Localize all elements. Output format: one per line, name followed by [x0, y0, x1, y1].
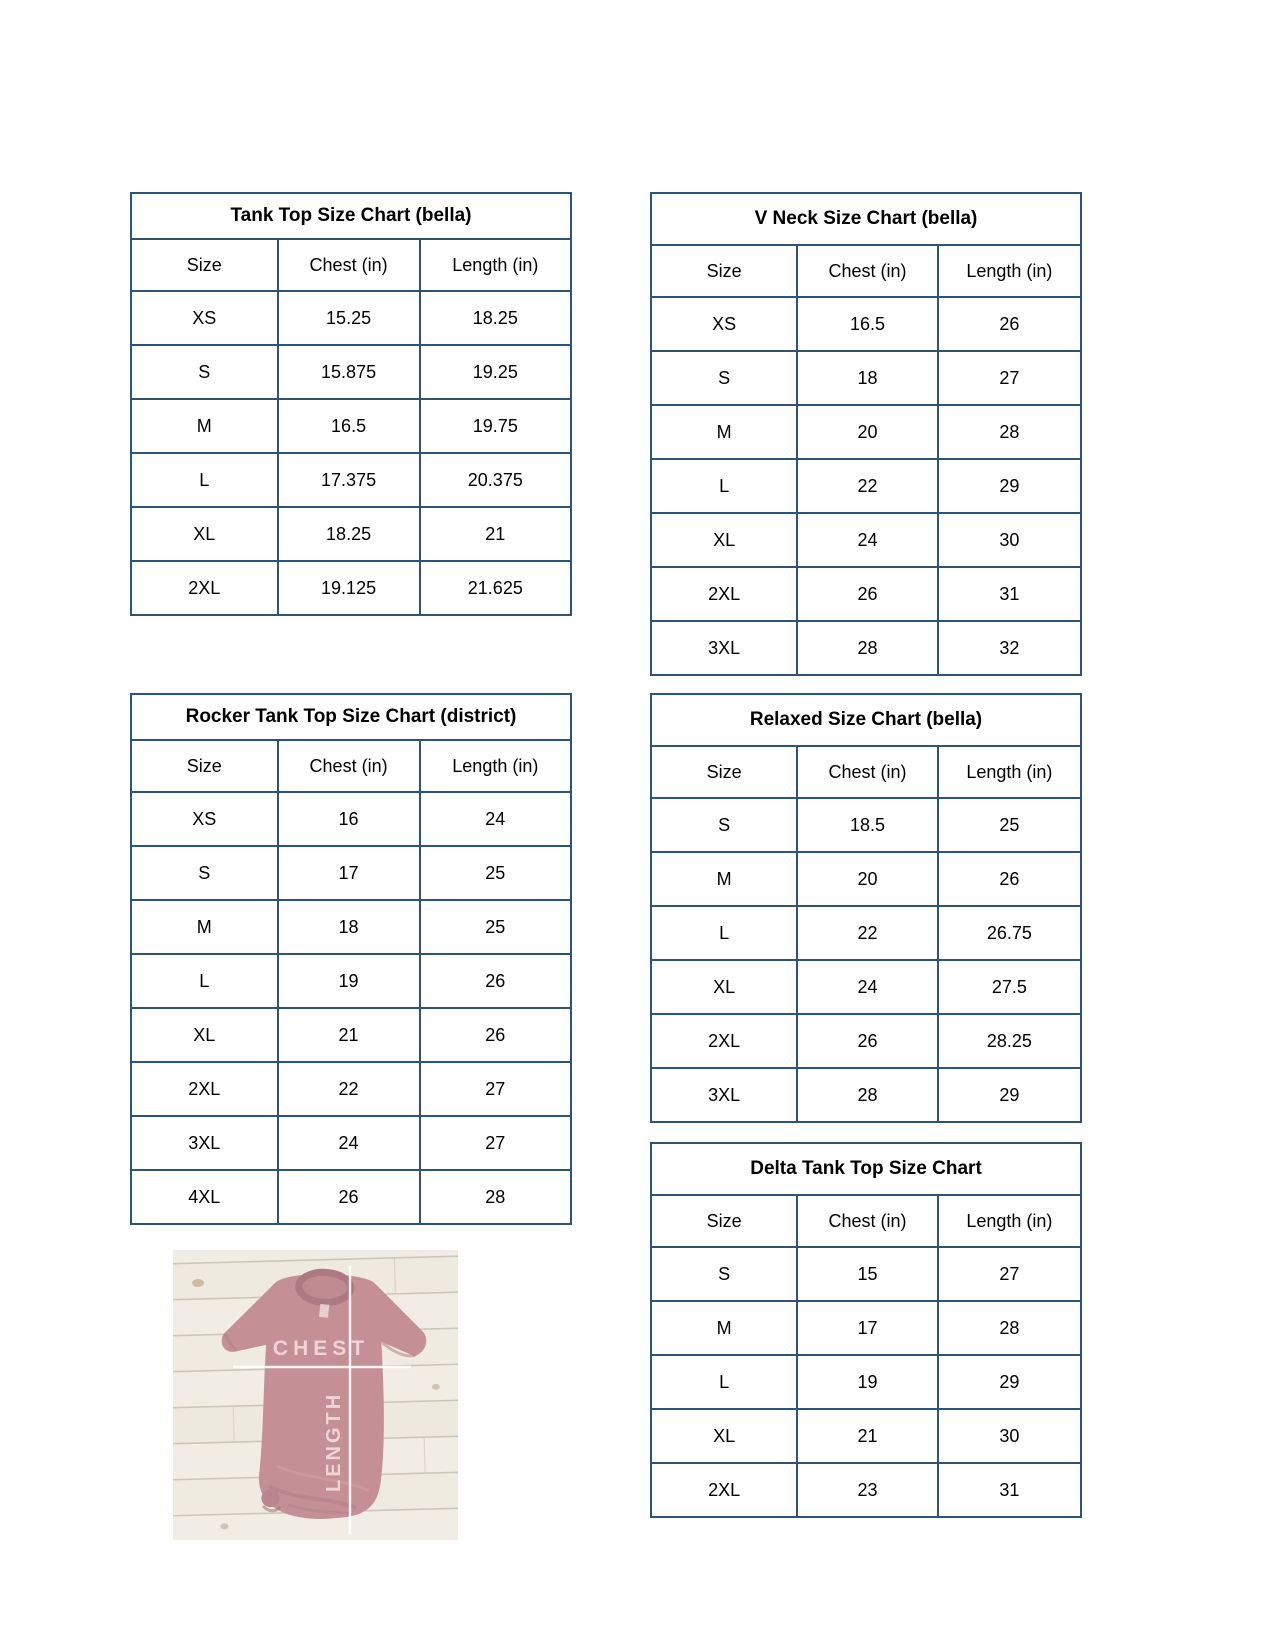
chest-cell: 16.5: [278, 399, 420, 453]
size-cell: S: [651, 351, 797, 405]
chest-cell: 15.25: [278, 291, 420, 345]
table-title: Tank Top Size Chart (bella): [131, 193, 571, 239]
table-header-row: [651, 746, 1081, 798]
length-cell: 28: [938, 405, 1081, 459]
table-title-row: [131, 694, 571, 740]
length-cell: 32: [938, 621, 1081, 675]
column-header: Chest (in): [278, 239, 420, 291]
column-header: Size: [651, 1195, 797, 1247]
length-cell: 29: [938, 1355, 1081, 1409]
chest-cell: 26: [278, 1170, 420, 1224]
chest-cell: 28: [797, 621, 938, 675]
table-title-row: [131, 193, 571, 239]
size-cell: XS: [131, 792, 278, 846]
size-cell: XL: [651, 1409, 797, 1463]
table-row: [651, 1068, 1081, 1122]
chest-cell: 22: [278, 1062, 420, 1116]
table-row: [651, 621, 1081, 675]
size-cell: XS: [651, 297, 797, 351]
column-header: Size: [651, 746, 797, 798]
column-header: Length (in): [938, 245, 1081, 297]
chest-cell: 17: [278, 846, 420, 900]
length-cell: 30: [938, 1409, 1081, 1463]
chest-cell: 24: [278, 1116, 420, 1170]
chest-cell: 23: [797, 1463, 938, 1517]
table-row: [651, 1014, 1081, 1068]
chest-cell: 21: [278, 1008, 420, 1062]
size-cell: L: [131, 954, 278, 1008]
chest-cell: 18.25: [278, 507, 420, 561]
length-cell: 26: [938, 297, 1081, 351]
size-cell: M: [131, 399, 278, 453]
table-row: [651, 567, 1081, 621]
size-cell: XS: [131, 291, 278, 345]
chest-cell: 26: [797, 567, 938, 621]
table-title-row: [651, 1143, 1081, 1195]
chest-cell: 19: [278, 954, 420, 1008]
tank-top-bella-size-chart: [130, 192, 572, 616]
length-cell: 30: [938, 513, 1081, 567]
delta-tank-top-size-chart: [650, 1142, 1082, 1518]
table-title: Relaxed Size Chart (bella): [651, 694, 1081, 746]
table-row: [131, 1008, 571, 1062]
table-row: [131, 399, 571, 453]
chest-cell: 26: [797, 1014, 938, 1068]
length-cell: 28: [420, 1170, 571, 1224]
table-row: [131, 954, 571, 1008]
table-row: [131, 1116, 571, 1170]
length-cell: 26: [420, 1008, 571, 1062]
chest-cell: 22: [797, 906, 938, 960]
size-cell: XL: [651, 513, 797, 567]
size-cell: 3XL: [651, 621, 797, 675]
chest-cell: 24: [797, 513, 938, 567]
length-cell: 20.375: [420, 453, 571, 507]
table-row: [651, 1355, 1081, 1409]
table-row: [131, 291, 571, 345]
column-header: Length (in): [420, 239, 571, 291]
size-cell: 2XL: [651, 567, 797, 621]
length-cell: 28: [938, 1301, 1081, 1355]
column-header: Size: [131, 740, 278, 792]
chest-cell: 18: [278, 900, 420, 954]
chest-cell: 17: [797, 1301, 938, 1355]
length-cell: 27.5: [938, 960, 1081, 1014]
length-cell: 21: [420, 507, 571, 561]
length-cell: 24: [420, 792, 571, 846]
size-cell: S: [651, 798, 797, 852]
length-cell: 18.25: [420, 291, 571, 345]
table-row: [651, 1247, 1081, 1301]
size-cell: 3XL: [651, 1068, 797, 1122]
column-header: Length (in): [420, 740, 571, 792]
chest-cell: 28: [797, 1068, 938, 1122]
size-cell: XL: [651, 960, 797, 1014]
chest-cell: 20: [797, 852, 938, 906]
length-cell: 27: [938, 351, 1081, 405]
chest-cell: 21: [797, 1409, 938, 1463]
length-cell: 25: [420, 846, 571, 900]
table-header-row: [651, 245, 1081, 297]
chest-cell: 19: [797, 1355, 938, 1409]
length-cell: 26: [938, 852, 1081, 906]
size-cell: M: [131, 900, 278, 954]
table-title: Rocker Tank Top Size Chart (district): [131, 694, 571, 740]
length-cell: 28.25: [938, 1014, 1081, 1068]
table-row: [651, 351, 1081, 405]
size-cell: S: [131, 345, 278, 399]
relaxed-bella-size-chart: [650, 693, 1082, 1123]
table-row: [131, 792, 571, 846]
table-row: [651, 960, 1081, 1014]
neck-label: [319, 1304, 329, 1318]
chest-cell: 16: [278, 792, 420, 846]
length-cell: 31: [938, 1463, 1081, 1517]
size-cell: L: [651, 459, 797, 513]
column-header: Length (in): [938, 1195, 1081, 1247]
chest-cell: 24: [797, 960, 938, 1014]
table-row: [651, 1463, 1081, 1517]
chest-cell: 15.875: [278, 345, 420, 399]
length-cell: 25: [420, 900, 571, 954]
chest-cell: 22: [797, 459, 938, 513]
table-row: [651, 405, 1081, 459]
table-header-row: [131, 740, 571, 792]
column-header: Chest (in): [797, 245, 938, 297]
table-title: V Neck Size Chart (bella): [651, 193, 1081, 245]
length-cell: 27: [420, 1062, 571, 1116]
table-row: [651, 513, 1081, 567]
table-row: [651, 1409, 1081, 1463]
size-cell: XL: [131, 1008, 278, 1062]
size-cell: L: [651, 906, 797, 960]
length-cell: 19.75: [420, 399, 571, 453]
chest-cell: 15: [797, 1247, 938, 1301]
length-cell: 26.75: [938, 906, 1081, 960]
table-row: [131, 1170, 571, 1224]
table-header-row: [651, 1195, 1081, 1247]
length-cell: 27: [420, 1116, 571, 1170]
table-title: Delta Tank Top Size Chart: [651, 1143, 1081, 1195]
tshirt-measurement-photo: [173, 1250, 458, 1540]
size-cell: S: [131, 846, 278, 900]
table-row: [131, 846, 571, 900]
size-cell: 2XL: [131, 561, 278, 615]
table-row: [651, 297, 1081, 351]
table-title-row: [651, 193, 1081, 245]
chest-cell: 17.375: [278, 453, 420, 507]
column-header: Size: [651, 245, 797, 297]
length-cell: 26: [420, 954, 571, 1008]
size-cell: 2XL: [651, 1014, 797, 1068]
table-row: [131, 561, 571, 615]
table-row: [651, 459, 1081, 513]
chest-label: CHEST: [272, 1337, 370, 1360]
length-cell: 29: [938, 459, 1081, 513]
column-header: Chest (in): [278, 740, 420, 792]
length-label: LENGTH: [323, 1391, 345, 1492]
size-cell: L: [651, 1355, 797, 1409]
size-cell: 4XL: [131, 1170, 278, 1224]
size-cell: L: [131, 453, 278, 507]
length-cell: 29: [938, 1068, 1081, 1122]
chest-cell: 20: [797, 405, 938, 459]
table-row: [651, 1301, 1081, 1355]
table-header-row: [131, 239, 571, 291]
column-header: Chest (in): [797, 746, 938, 798]
column-header: Size: [131, 239, 278, 291]
length-cell: 31: [938, 567, 1081, 621]
length-cell: 27: [938, 1247, 1081, 1301]
column-header: Length (in): [938, 746, 1081, 798]
size-cell: 2XL: [651, 1463, 797, 1517]
collar: [298, 1271, 351, 1303]
table-title-row: [651, 694, 1081, 746]
table-row: [651, 906, 1081, 960]
size-cell: M: [651, 405, 797, 459]
table-row: [131, 900, 571, 954]
length-cell: 19.25: [420, 345, 571, 399]
chest-cell: 18: [797, 351, 938, 405]
size-cell: 3XL: [131, 1116, 278, 1170]
size-cell: S: [651, 1247, 797, 1301]
table-row: [651, 852, 1081, 906]
length-cell: 25: [938, 798, 1081, 852]
table-row: [651, 798, 1081, 852]
size-cell: XL: [131, 507, 278, 561]
table-row: [131, 453, 571, 507]
length-cell: 21.625: [420, 561, 571, 615]
size-cell: 2XL: [131, 1062, 278, 1116]
table-row: [131, 507, 571, 561]
chest-cell: 16.5: [797, 297, 938, 351]
rocker-tank-top-district-size-chart: [130, 693, 572, 1225]
column-header: Chest (in): [797, 1195, 938, 1247]
size-cell: M: [651, 1301, 797, 1355]
v-neck-bella-size-chart: [650, 192, 1082, 676]
table-row: [131, 1062, 571, 1116]
size-cell: M: [651, 852, 797, 906]
chest-cell: 19.125: [278, 561, 420, 615]
table-row: [131, 345, 571, 399]
chest-cell: 18.5: [797, 798, 938, 852]
